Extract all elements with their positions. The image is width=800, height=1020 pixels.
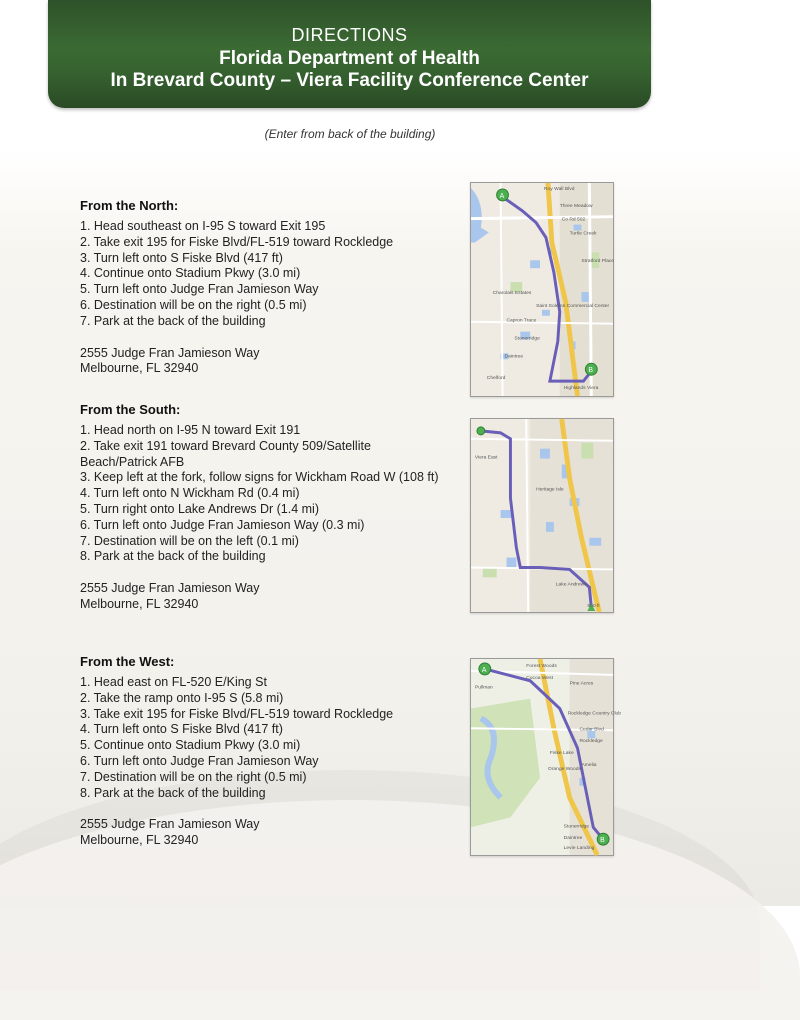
address bbox=[80, 346, 450, 378]
map-marker-a: A bbox=[481, 666, 487, 674]
section-from-north bbox=[80, 198, 450, 377]
map-label: Fiske Lake bbox=[549, 751, 574, 757]
step-item: 4. Continue onto Stadium Pkwy (3.0 mi) bbox=[80, 266, 301, 281]
map-label: Levie Landing bbox=[563, 846, 595, 852]
step-list bbox=[80, 423, 450, 565]
address-line2: Melbourne, FL 32940 bbox=[80, 361, 199, 376]
address-line2: Melbourne, FL 32940 bbox=[80, 833, 199, 848]
section-from-south bbox=[80, 402, 450, 613]
header-title-line2: In Brevard County – Viera Facility Conference Center bbox=[110, 70, 589, 91]
map-label: Daintree bbox=[563, 836, 583, 842]
step-item: 2. Take exit 191 toward Brevard County 509/Satellite Beach/Patrick AFB bbox=[80, 438, 371, 469]
map-label: Rockledge bbox=[579, 739, 603, 745]
address bbox=[80, 581, 450, 613]
step-item: 8. Park at the back of the building bbox=[80, 785, 266, 800]
step-item: 2. Take exit 195 for Fiske Blvd/FL-519 toward Rockledge bbox=[80, 234, 394, 249]
map-label: Pine Acres bbox=[569, 681, 594, 687]
map-marker-b: B bbox=[600, 837, 605, 845]
step-item: 6. Turn left onto Judge Fran Jamieson Way (0.3 mi) bbox=[80, 517, 365, 532]
step-list bbox=[80, 219, 450, 330]
step-item: 4. Turn left onto S Fiske Blvd (417 ft) bbox=[80, 722, 283, 737]
map-label: Chelford bbox=[486, 376, 506, 382]
step-item: 6. Destination will be on the right (0.5 mi) bbox=[80, 297, 307, 312]
map-north-graphic bbox=[471, 183, 613, 396]
address bbox=[80, 817, 450, 849]
step-list bbox=[80, 675, 450, 801]
map-label: Cocoa West bbox=[526, 675, 553, 681]
address-line1: 2555 Judge Fran Jamieson Way bbox=[80, 581, 260, 596]
map-west[interactable] bbox=[470, 658, 622, 856]
step-item: 3. Take exit 195 for Fiske Blvd/FL-519 toward Rockledge bbox=[80, 706, 394, 721]
map-label: Stonerridge bbox=[514, 336, 540, 342]
map-label: Amelia bbox=[581, 762, 597, 768]
step-item: 2. Take the ramp onto I-95 S (5.8 mi) bbox=[80, 690, 284, 705]
step-item: 1. Head north on I-95 N toward Exit 191 bbox=[80, 423, 301, 437]
map-label: Daintree bbox=[504, 354, 524, 360]
map-label: Stratford Place bbox=[581, 259, 615, 265]
map-west-graphic bbox=[471, 659, 622, 855]
header-title-line1: Florida Department of Health bbox=[219, 48, 480, 69]
header-kicker: DIRECTIONS bbox=[291, 25, 408, 45]
map-label: Orange Woods bbox=[547, 766, 581, 772]
step-item: 3. Turn left onto S Fiske Blvd (417 ft) bbox=[80, 250, 283, 265]
section-heading: From the South: bbox=[80, 402, 181, 417]
map-marker-b: B bbox=[588, 367, 593, 375]
map-label: Pullman bbox=[474, 685, 493, 691]
map-label: Highlands Viera bbox=[563, 386, 599, 392]
map-label: Viera East bbox=[474, 455, 498, 461]
step-item: 6. Turn left onto Judge Fran Jamieson Way bbox=[80, 753, 319, 768]
step-item: 1. Head east on FL-520 E/King St bbox=[80, 675, 267, 689]
map-label: Saint Solemn Commercial Center bbox=[536, 303, 610, 309]
map-label: Rockledge Country Club bbox=[567, 711, 622, 717]
step-item: 5. Turn right onto Lake Andrews Dr (1.4 mi) bbox=[80, 501, 319, 516]
map-label: Forest Woods bbox=[526, 663, 557, 669]
address-line1: 2555 Judge Fran Jamieson Way bbox=[80, 345, 260, 360]
step-item: 7. Park at the back of the building bbox=[80, 313, 266, 328]
map-label: Heritage Isle bbox=[536, 487, 564, 493]
address-line1: 2555 Judge Fran Jamieson Way bbox=[80, 817, 260, 832]
header-banner bbox=[48, 0, 651, 108]
step-item: 4. Turn left onto N Wickham Rd (0.4 mi) bbox=[80, 486, 300, 501]
map-label: Three Meadow bbox=[559, 203, 593, 209]
map-north[interactable] bbox=[470, 182, 614, 397]
section-heading: From the West: bbox=[80, 654, 175, 669]
step-item: 5. Continue onto Stadium Pkwy (3.0 mi) bbox=[80, 738, 301, 753]
map-label: Cedar Blvd bbox=[579, 727, 604, 733]
map-label: Turtle Creek bbox=[569, 231, 597, 237]
section-heading: From the North: bbox=[80, 198, 179, 213]
step-item: 5. Turn left onto Judge Fran Jamieson Way bbox=[80, 282, 319, 297]
map-label: Capron Trace bbox=[506, 318, 537, 324]
step-item: 3. Keep left at the fork, follow signs for Wickham Road W (108 ft) bbox=[80, 470, 439, 485]
address-line2: Melbourne, FL 32940 bbox=[80, 596, 199, 611]
map-label: Lake Andrews bbox=[555, 582, 587, 588]
map-south-graphic bbox=[471, 419, 613, 612]
map-south[interactable] bbox=[470, 418, 614, 613]
step-item: 7. Destination will be on the right (0.5 mi) bbox=[80, 769, 307, 784]
map-label: Co Rd 502 bbox=[561, 217, 586, 223]
step-item: 1. Head southeast on I-95 S toward Exit 195 bbox=[80, 219, 326, 233]
step-item: 8. Park at the back of the building bbox=[80, 549, 266, 564]
section-from-west bbox=[80, 654, 450, 849]
map-scale: 500 ft bbox=[587, 604, 600, 610]
step-item: 7. Destination will be on the left (0.1 mi) bbox=[80, 533, 299, 548]
map-marker-a: A bbox=[499, 192, 505, 200]
entrance-note: (Enter from back of the building) bbox=[264, 127, 436, 141]
map-label: Charolais Estates bbox=[492, 290, 532, 296]
map-label: Roy Wall Blvd bbox=[543, 186, 575, 192]
map-label: Stonerridge bbox=[563, 824, 590, 830]
